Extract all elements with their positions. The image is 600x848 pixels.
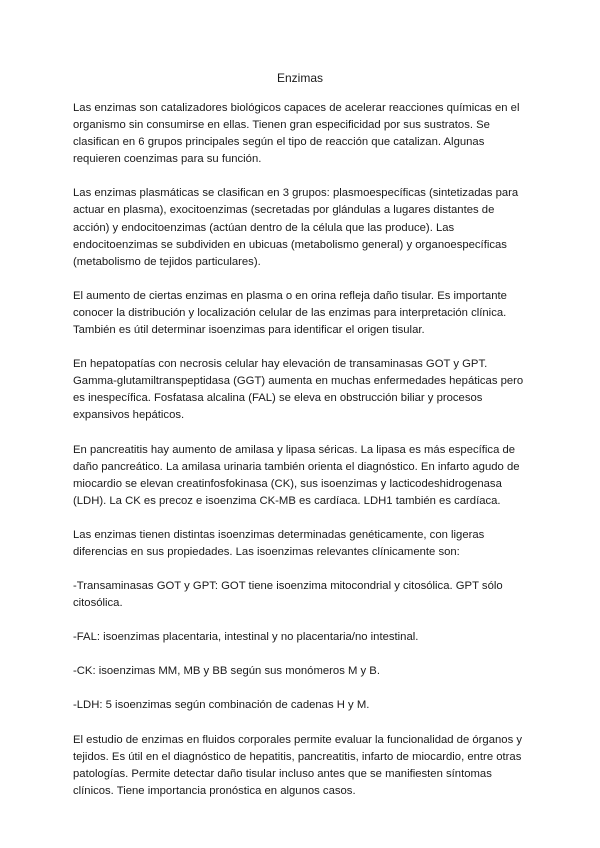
list-item-transaminases: -Transaminasas GOT y GPT: GOT tiene isoenzima mitocondrial y citosólica. GPT sólo citosólica. (73, 580, 503, 610)
paragraph-pancreatitis: En pancreatitis hay aumento de amilasa y lipasa séricas. La lipasa es más específica de daño pancreático. La amilasa urinaria también orienta el diagnóstico. En infarto agudo de miocardio se elevan creatinfosfokinasa (CK), sus isoenzimas y lacticodeshidrogenasa (LDH). La CK es precoz e isoenzima CK-MB es cardíaca. LDH1 también es cardíaca. (73, 443, 520, 507)
paragraph-conclusion: El estudio de enzimas en fluidos corporales permite evaluar la funcionalidad de órganos y tejidos. Es útil en el diagnóstico de hepatitis, pancreatitis, infarto de miocardio, entre otras patologías. Permite detectar daño tisular incluso antes que se manifiesten síntomas clínicos. Tiene importancia pronóstica en algunos casos. (73, 733, 523, 797)
paragraph-tissue-damage: El aumento de ciertas enzimas en plasma o en orina refleja daño tisular. Es importante conocer la distribución y localización celular de las enzimas para interpretación clínica. También es útil determinar isoenzimas para identificar el origen tisular. (73, 289, 507, 337)
paragraph-intro: Las enzimas son catalizadores biológicos capaces de acelerar reacciones químicas en el organismo sin consumirse en ellas. Tienen gran especificidad por sus sustratos. Se clasifican en 6 grupos principales según el tipo de reacción que catalizan. Algunas requieren coenzimas para su función. (73, 102, 520, 166)
document-body (73, 100, 527, 817)
document-title: Enzimas (276, 71, 323, 85)
paragraph-isoenzymes: Las enzimas tienen distintas isoenzimas determinadas genéticamente, con ligeras diferencias en sus propiedades. Las isoenzimas relevantes clínicamente son: (73, 528, 485, 558)
list-item-fal: -FAL: isoenzimas placentaria, intestinal y no placentaria/no intestinal. (73, 631, 419, 644)
list-item-ck: -CK: isoenzimas MM, MB y BB según sus monómeros M y B. (73, 665, 380, 678)
list-item-ldh: -LDH: 5 isoenzimas según combinación de cadenas H y M. (73, 699, 370, 712)
paragraph-hepatopathies: En hepatopatías con necrosis celular hay elevación de transaminasas GOT y GPT. Gamma-glutamiltranspeptidasa (GGT) aumenta en muchas enfermedades hepáticas pero es inespecífica. Fosfatasa alcalina (FAL) se eleva en obstrucción biliar y procesos expansivos hepáticos. (73, 358, 524, 422)
paragraph-plasma-enzymes: Las enzimas plasmáticas se clasifican en 3 grupos: plasmoespecíficas (sintetizadas para actuar en plasma), exocitoenzimas (secretadas por glándulas a lugares distantes de acción) y endocitoenzimas (actúan dentro de la célula que las produce). Las endocitoenzimas se subdividen en ubicuas (metabolismo general) y organoespecíficas (metabolismo de tejidos particulares). (73, 187, 519, 268)
